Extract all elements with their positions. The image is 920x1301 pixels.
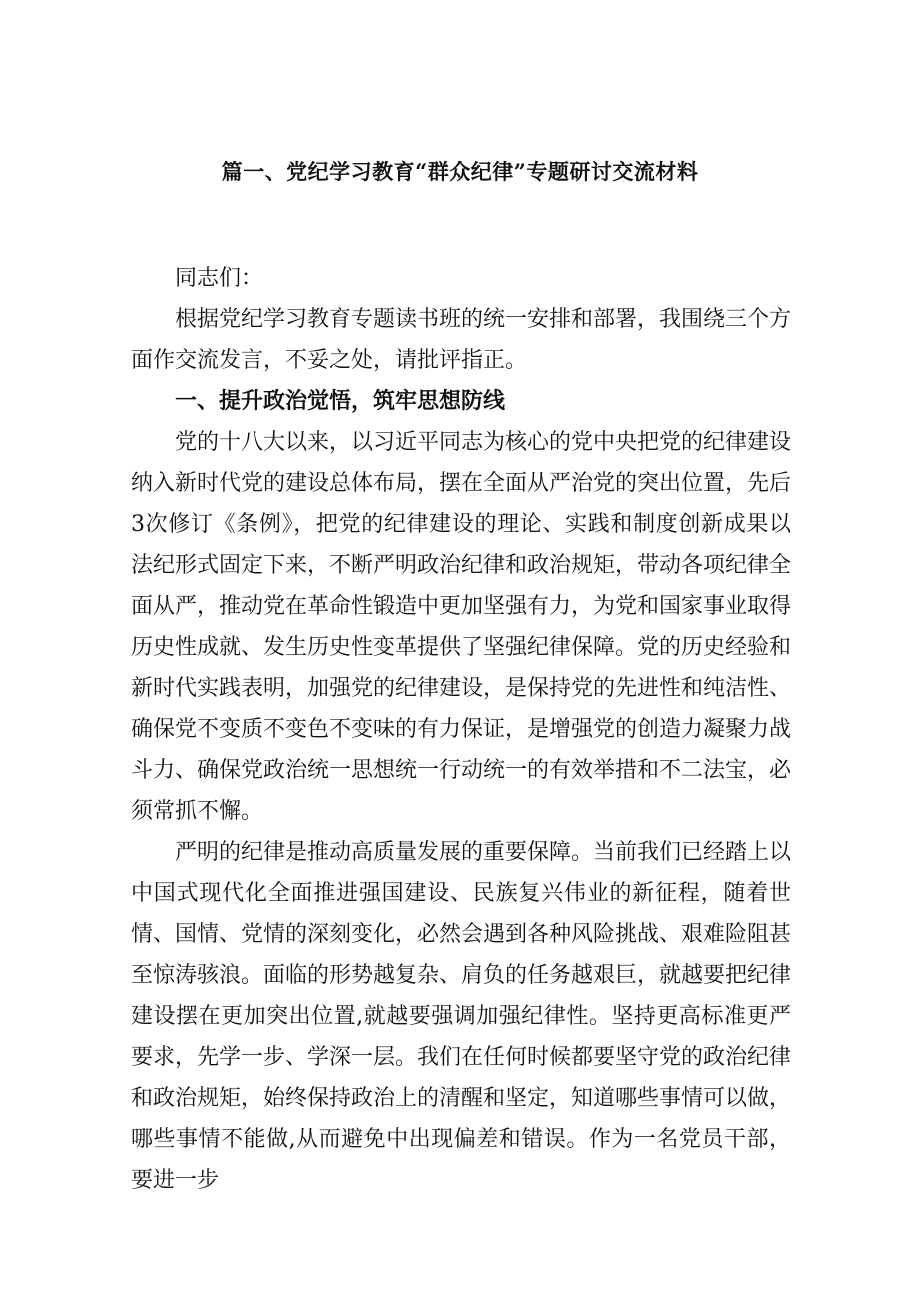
- document-title: 篇一、党纪学习教育“群众纪律”专题研讨交流材料: [221, 159, 699, 184]
- document-body: [131, 258, 791, 1201]
- paragraph-discipline-history: 党的十八大以来，以习近平同志为核心的党中央把党的纪律建设纳入新时代党的建设总体布局，摆在全面从严治党的突出位置，先后3次修订《条例》，把党的纪律建设的理论、实践和制度创新成果以法纪形式固定下来，不断严明政治纪律和政治规矩，带动各项纪律全面从严，推动党在革命性锻造中更加坚强有力，为党和国家事业取得历史性成就、发生历史性变革提供了坚强纪律保障。党的历史经验和新时代实践表明，加强党的纪律建设，是保持党的先进性和纯洁性、确保党不变质不变色不变味的有力保证，是增强党的创造力凝聚力战斗力、确保党政治统一思想统一行动统一的有效举措和不二法宝，必须常抓不懈。: [131, 430, 792, 824]
- paragraph-discipline-guarantee: 严明的纪律是推动高质量发展的重要保障。当前我们已经踏上以中国式现代化全面推进强国建设、民族复兴伟业的新征程，随着世情、国情、党情的深刻变化，必然会遇到各种风险挑战、艰难险阻甚至惊涛骇浪。面临的形势越复杂、肩负的任务越艰巨，就越要把纪律建设摆在更加突出位置,就越要强调加强纪律性。坚持更高标准更严要求，先学一步、学深一层。我们在任何时候都要坚守党的政治纪律和政治规矩，始终保持政治上的清醒和坚定，知道哪些事情可以做，哪些事情不能做,从而避免中出现偏差和错误。作为一名党员干部，要进一步: [131, 840, 792, 1193]
- greeting: 同志们：: [175, 266, 264, 291]
- paragraph-intro: 根据党纪学习教育专题读书班的统一安排和部署，我围绕三个方面作交流发言，不妥之处，请批评指正。: [131, 307, 792, 373]
- section-heading: 一、提升政治觉悟，筑牢思想防线: [175, 388, 506, 414]
